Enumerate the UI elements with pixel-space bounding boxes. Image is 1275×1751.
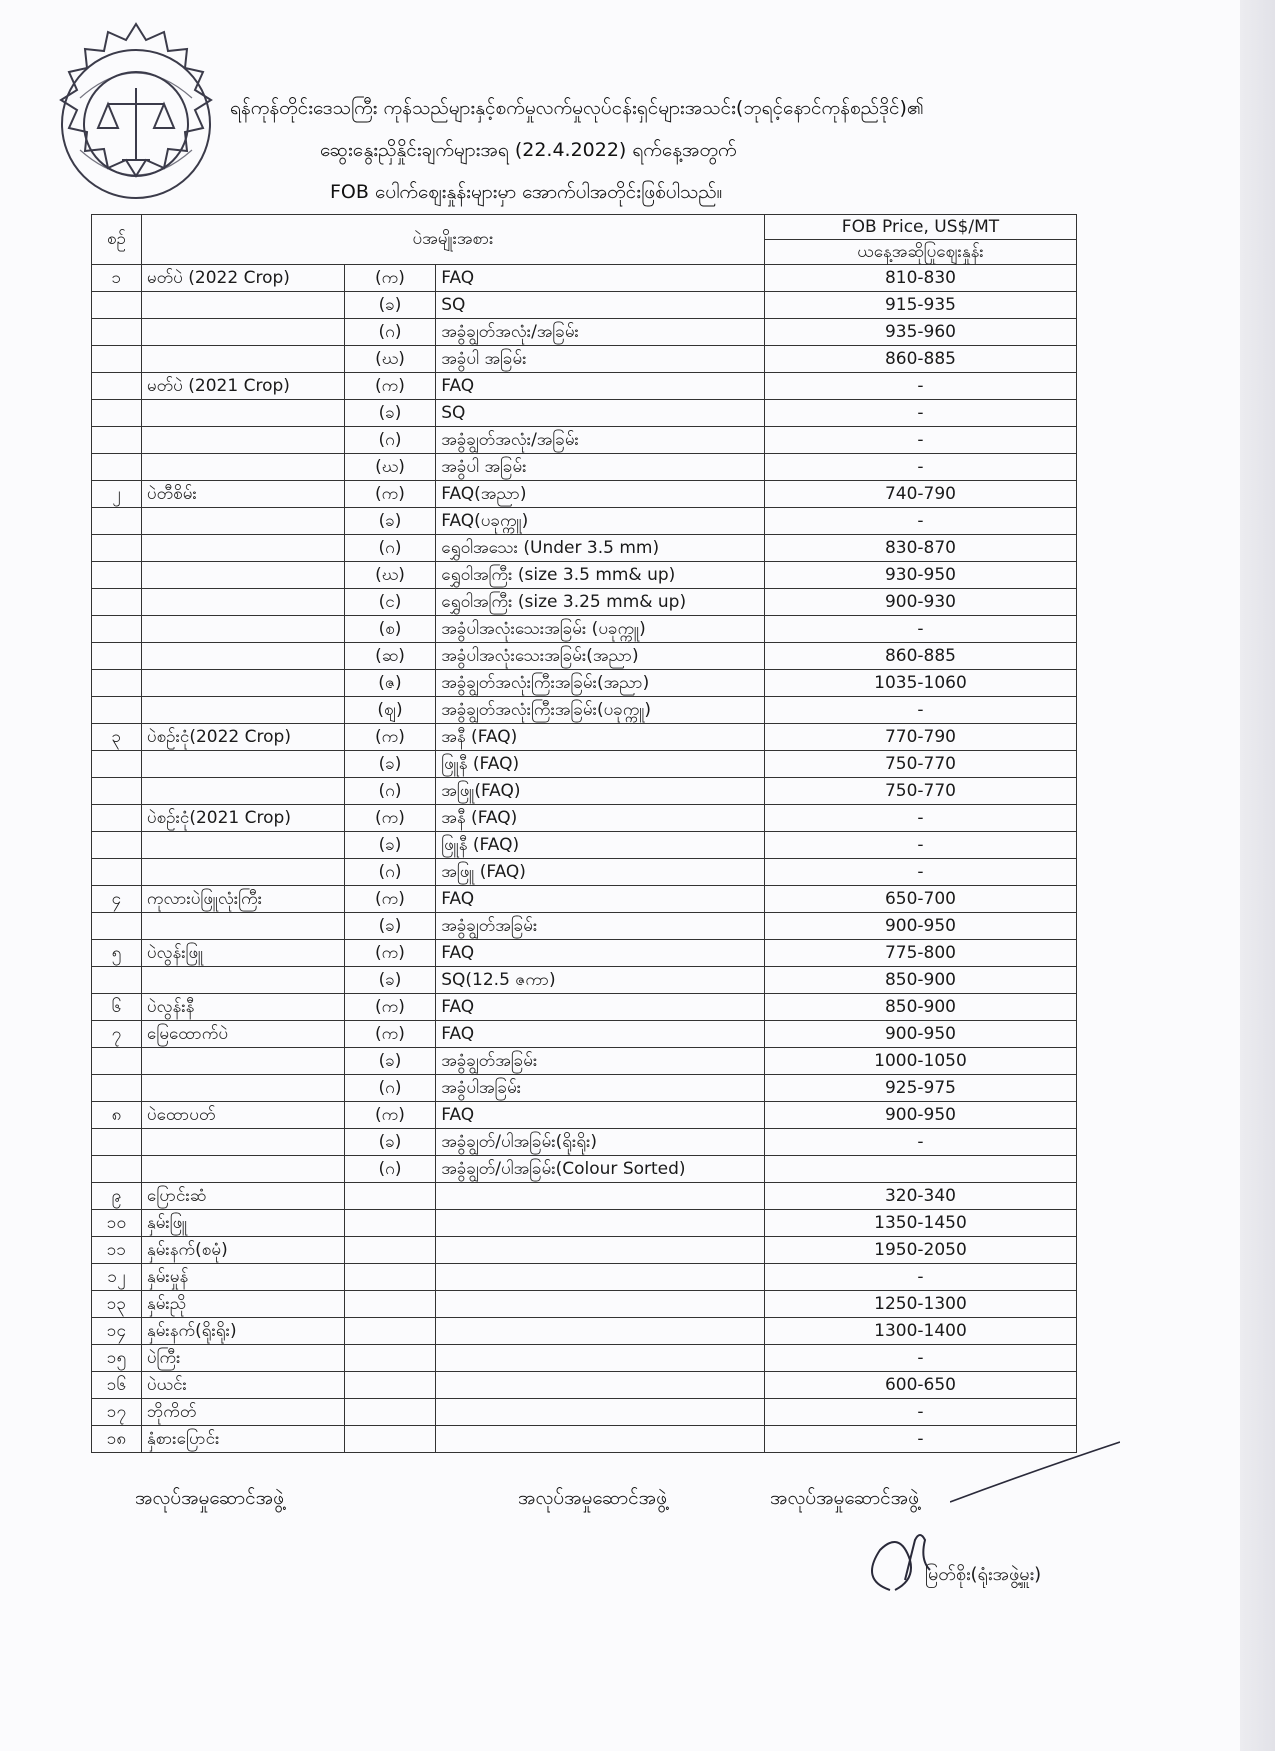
association-seal-icon (30, 18, 242, 230)
table-row (92, 1183, 1077, 1210)
cell-code: (ခ) (344, 1129, 436, 1156)
cell-no (92, 508, 142, 535)
cell-no (92, 562, 142, 589)
cell-grade (436, 1210, 765, 1237)
cell-no (92, 373, 142, 400)
cell-grade: FAQ (436, 886, 765, 913)
cell-grade (436, 1345, 765, 1372)
cell-grade: အဖြူ(FAQ) (436, 778, 765, 805)
cell-grade: အခွံချွတ်/ပါအခြမ်း(Colour Sorted) (436, 1156, 765, 1183)
cell-price: - (764, 508, 1076, 535)
table-row (92, 1048, 1077, 1075)
price-table (91, 214, 1077, 1453)
cell-item (141, 832, 344, 859)
cell-grade: အခွံချွတ်အလုံးကြီးအခြမ်း(ပခုက္ကူ) (436, 697, 765, 724)
cell-price: 1300-1400 (764, 1318, 1076, 1345)
col-header-no: စဉ် (92, 215, 142, 265)
cell-item (141, 562, 344, 589)
cell-price: 935-960 (764, 319, 1076, 346)
cell-code: (က) (344, 1021, 436, 1048)
cell-price: - (764, 1426, 1076, 1453)
table-row (92, 1426, 1077, 1453)
cell-price: - (764, 616, 1076, 643)
cell-no (92, 346, 142, 373)
cell-price: - (764, 832, 1076, 859)
table-row (92, 616, 1077, 643)
cell-no: ၅ (92, 940, 142, 967)
cell-no (92, 400, 142, 427)
signature-stroke-icon (950, 1440, 1120, 1510)
table-row (92, 1075, 1077, 1102)
cell-price: 1250-1300 (764, 1291, 1076, 1318)
cell-item (141, 319, 344, 346)
cell-code: (ခ) (344, 292, 436, 319)
cell-grade: အခွံချွတ်/ပါအခြမ်း(ရိုးရိုး) (436, 1129, 765, 1156)
cell-code: (က) (344, 373, 436, 400)
cell-price: 650-700 (764, 886, 1076, 913)
cell-grade: အဖြူ (FAQ) (436, 859, 765, 886)
cell-grade (436, 1372, 765, 1399)
cell-grade: အခွံပါ အခြမ်း (436, 454, 765, 481)
cell-item (141, 643, 344, 670)
table-row (92, 670, 1077, 697)
cell-grade: FAQ (436, 1102, 765, 1129)
scan-edge (1240, 0, 1275, 1751)
table-row (92, 886, 1077, 913)
table-row (92, 805, 1077, 832)
table-row (92, 454, 1077, 481)
cell-no: ၁၁ (92, 1237, 142, 1264)
cell-item (141, 616, 344, 643)
cell-code: (ဈ) (344, 697, 436, 724)
cell-price: 750-770 (764, 778, 1076, 805)
table-body (92, 265, 1077, 1453)
cell-grade: အခွံပါ အခြမ်း (436, 346, 765, 373)
cell-item: နှမ်းနက်(စမုံ) (141, 1237, 344, 1264)
table-row (92, 292, 1077, 319)
table-row (92, 1345, 1077, 1372)
cell-item: ပဲကြီး (141, 1345, 344, 1372)
cell-price: - (764, 400, 1076, 427)
cell-grade: FAQ(အညာ) (436, 481, 765, 508)
cell-grade (436, 1399, 765, 1426)
cell-price: - (764, 697, 1076, 724)
cell-code: (ဂ) (344, 778, 436, 805)
col-header-price-top: FOB Price, US$/MT (764, 215, 1076, 240)
table-row (92, 1318, 1077, 1345)
cell-grade: အခွံပါအလုံးသေးအခြမ်း(အညာ) (436, 643, 765, 670)
table-row (92, 481, 1077, 508)
table-row (92, 913, 1077, 940)
cell-item (141, 1048, 344, 1075)
table-row (92, 1372, 1077, 1399)
cell-no: ၁၂ (92, 1264, 142, 1291)
cell-price: 740-790 (764, 481, 1076, 508)
cell-price: 900-930 (764, 589, 1076, 616)
cell-price: 1035-1060 (764, 670, 1076, 697)
cell-grade: SQ (436, 292, 765, 319)
table-row (92, 643, 1077, 670)
cell-no: ၉ (92, 1183, 142, 1210)
cell-item (141, 1156, 344, 1183)
table-row (92, 1264, 1077, 1291)
cell-no (92, 319, 142, 346)
cell-item (141, 589, 344, 616)
table-header-row (92, 215, 1077, 240)
cell-code: (က) (344, 1102, 436, 1129)
cell-code (344, 1183, 436, 1210)
cell-code: (ခ) (344, 751, 436, 778)
cell-no: ၁၅ (92, 1345, 142, 1372)
table-row (92, 508, 1077, 535)
footer-signature-label-1: အလုပ်အမှုဆောင်အဖွဲ့ (135, 1487, 284, 1509)
cell-item (141, 1129, 344, 1156)
footer-signature-label-2: အလုပ်အမှုဆောင်အဖွဲ့ (518, 1487, 667, 1509)
cell-price: 900-950 (764, 913, 1076, 940)
cell-price: 925-975 (764, 1075, 1076, 1102)
cell-grade: အခွံချွတ်အခြမ်း (436, 913, 765, 940)
cell-price: - (764, 1399, 1076, 1426)
cell-item (141, 751, 344, 778)
cell-no: ၃ (92, 724, 142, 751)
cell-code (344, 1426, 436, 1453)
table-row (92, 427, 1077, 454)
cell-code: (ခ) (344, 832, 436, 859)
cell-no: ၂ (92, 481, 142, 508)
cell-item: ပဲစဉ်းငုံ(2021 Crop) (141, 805, 344, 832)
cell-no (92, 778, 142, 805)
cell-price: 900-950 (764, 1102, 1076, 1129)
cell-price: 860-885 (764, 643, 1076, 670)
cell-price: 1350-1450 (764, 1210, 1076, 1237)
cell-code (344, 1399, 436, 1426)
cell-grade: ရွှေဝါအကြီး (size 3.5 mm& up) (436, 562, 765, 589)
cell-price (764, 1156, 1076, 1183)
cell-item (141, 346, 344, 373)
cell-item: မတ်ပဲ (2021 Crop) (141, 373, 344, 400)
cell-code: (ဂ) (344, 319, 436, 346)
cell-no (92, 913, 142, 940)
cell-item: နှံစားပြောင်း (141, 1426, 344, 1453)
table-row (92, 751, 1077, 778)
cell-item (141, 778, 344, 805)
cell-item: နှမ်းနက်(ရိုးရိုး) (141, 1318, 344, 1345)
cell-no: ၁၇ (92, 1399, 142, 1426)
table-row (92, 1237, 1077, 1264)
cell-price: 850-900 (764, 967, 1076, 994)
cell-grade (436, 1291, 765, 1318)
cell-price: 775-800 (764, 940, 1076, 967)
cell-price: 830-870 (764, 535, 1076, 562)
table-row (92, 778, 1077, 805)
cell-item (141, 454, 344, 481)
cell-no (92, 859, 142, 886)
cell-item: နှမ်းဖြူ (141, 1210, 344, 1237)
cell-no: ၁၀ (92, 1210, 142, 1237)
table-row (92, 994, 1077, 1021)
cell-no: ၄ (92, 886, 142, 913)
cell-item: နှမ်းမှုန် (141, 1264, 344, 1291)
cell-code (344, 1210, 436, 1237)
cell-no (92, 805, 142, 832)
table-row (92, 859, 1077, 886)
cell-price: - (764, 1264, 1076, 1291)
cell-grade (436, 1264, 765, 1291)
table-row (92, 373, 1077, 400)
table-row (92, 724, 1077, 751)
cell-code: (စ) (344, 616, 436, 643)
cell-item (141, 400, 344, 427)
cell-code: (က) (344, 265, 436, 292)
table-row (92, 967, 1077, 994)
cell-code (344, 1291, 436, 1318)
cell-item (141, 535, 344, 562)
cell-no (92, 1075, 142, 1102)
cell-item (141, 697, 344, 724)
cell-no: ၇ (92, 1021, 142, 1048)
cell-code: (ဇ) (344, 670, 436, 697)
cell-no: ၆ (92, 994, 142, 1021)
cell-item: ပဲတီစိမ်း (141, 481, 344, 508)
table-row (92, 1399, 1077, 1426)
cell-code: (ဂ) (344, 1156, 436, 1183)
cell-code: (ခ) (344, 913, 436, 940)
cell-item (141, 427, 344, 454)
cell-no: ၈ (92, 1102, 142, 1129)
cell-item: ပဲလွန်းဖြူ (141, 940, 344, 967)
cell-item: ပဲစဉ်းငုံ(2022 Crop) (141, 724, 344, 751)
cell-code: (က) (344, 724, 436, 751)
cell-item (141, 670, 344, 697)
cell-grade: FAQ (436, 940, 765, 967)
cell-grade (436, 1318, 765, 1345)
cell-no: ၁၄ (92, 1318, 142, 1345)
cell-price: - (764, 373, 1076, 400)
cell-item (141, 967, 344, 994)
cell-grade (436, 1237, 765, 1264)
cell-item: ပဲယင်း (141, 1372, 344, 1399)
cell-code: (ဃ) (344, 454, 436, 481)
cell-price: 750-770 (764, 751, 1076, 778)
cell-code: (ဂ) (344, 859, 436, 886)
cell-code: (က) (344, 481, 436, 508)
cell-grade: FAQ(ပခုက္ကူ) (436, 508, 765, 535)
header-subtitle: ဆွေးနွေးညှိနှိုင်းချက်များအရ (22.4.2022) ရက်နေ့အတွက် (320, 139, 737, 161)
cell-price: 600-650 (764, 1372, 1076, 1399)
cell-code: (ခ) (344, 508, 436, 535)
cell-no (92, 292, 142, 319)
cell-item (141, 508, 344, 535)
cell-code: (င) (344, 589, 436, 616)
cell-no (92, 535, 142, 562)
table-row (92, 562, 1077, 589)
cell-item: ဘိုကိတ် (141, 1399, 344, 1426)
col-header-item: ပဲအမျိုးအစား (141, 215, 764, 265)
cell-grade: အနီ (FAQ) (436, 805, 765, 832)
cell-no: ၁၃ (92, 1291, 142, 1318)
cell-item (141, 1075, 344, 1102)
cell-no (92, 616, 142, 643)
cell-code (344, 1372, 436, 1399)
cell-code: (ခ) (344, 400, 436, 427)
cell-no: ၁၈ (92, 1426, 142, 1453)
header-note: FOB ပေါက်ဈေးနှုန်းများမှာ အောက်ပါအတိုင်းဖြစ်ပါသည်။ (330, 181, 723, 203)
cell-grade: ဖြူနီ (FAQ) (436, 751, 765, 778)
cell-grade: FAQ (436, 265, 765, 292)
cell-item: ပဲလွန်းနီ (141, 994, 344, 1021)
cell-grade: အခွံပါအလုံးသေးအခြမ်း (ပခုက္ကူ) (436, 616, 765, 643)
table-row (92, 832, 1077, 859)
cell-price: 930-950 (764, 562, 1076, 589)
cell-item: နှမ်းညို (141, 1291, 344, 1318)
cell-grade: အနီ (FAQ) (436, 724, 765, 751)
table-row (92, 265, 1077, 292)
cell-grade: အခွံပါအခြမ်း (436, 1075, 765, 1102)
cell-price: - (764, 859, 1076, 886)
cell-price: 915-935 (764, 292, 1076, 319)
cell-item: ကုလားပဲဖြူလုံးကြီး (141, 886, 344, 913)
cell-item (141, 859, 344, 886)
header-title: ရန်ကုန်တိုင်းဒေသကြီး ကုန်သည်များနှင့်စက်မှုလက်မှုလုပ်ငန်းရှင်များအသင်း(ဘုရင့်နောင်ကုန်စည်ဒိုင်)၏ (230, 97, 924, 119)
cell-code: (ဃ) (344, 562, 436, 589)
cell-code (344, 1345, 436, 1372)
cell-item (141, 292, 344, 319)
cell-grade: FAQ (436, 1021, 765, 1048)
cell-no (92, 967, 142, 994)
cell-code: (က) (344, 805, 436, 832)
cell-no (92, 832, 142, 859)
signer-name: မြတ်စိုး(ရုံးအဖွဲ့မှူး) (925, 1564, 1042, 1585)
table-row (92, 1210, 1077, 1237)
table-row (92, 1021, 1077, 1048)
cell-grade: FAQ (436, 373, 765, 400)
cell-code: (ဂ) (344, 427, 436, 454)
table-row (92, 1129, 1077, 1156)
cell-code: (ခ) (344, 967, 436, 994)
table-row (92, 1156, 1077, 1183)
cell-price: 1000-1050 (764, 1048, 1076, 1075)
cell-grade: SQ (436, 400, 765, 427)
cell-no (92, 643, 142, 670)
cell-price: 860-885 (764, 346, 1076, 373)
table-row (92, 1291, 1077, 1318)
cell-price: 850-900 (764, 994, 1076, 1021)
cell-code: (ဆ) (344, 643, 436, 670)
cell-price: - (764, 1345, 1076, 1372)
cell-code (344, 1237, 436, 1264)
cell-price: - (764, 1129, 1076, 1156)
footer-signature-label-3: အလုပ်အမှုဆောင်အဖွဲ့ (770, 1487, 919, 1509)
cell-item: ပဲထောပတ် (141, 1102, 344, 1129)
cell-code: (က) (344, 994, 436, 1021)
cell-no (92, 589, 142, 616)
cell-grade (436, 1183, 765, 1210)
cell-no: ၁ (92, 265, 142, 292)
cell-code (344, 1264, 436, 1291)
table-row (92, 1102, 1077, 1129)
cell-price: - (764, 454, 1076, 481)
cell-grade: ရွှေဝါအသေး (Under 3.5 mm) (436, 535, 765, 562)
table-row (92, 697, 1077, 724)
table-row (92, 400, 1077, 427)
cell-code (344, 1318, 436, 1345)
cell-code: (ဂ) (344, 1075, 436, 1102)
cell-grade: အခွံချွတ်အလုံး/အခြမ်း (436, 319, 765, 346)
table-row (92, 589, 1077, 616)
cell-no (92, 1156, 142, 1183)
cell-price: - (764, 427, 1076, 454)
cell-grade: FAQ (436, 994, 765, 1021)
cell-grade: ရွှေဝါအကြီး (size 3.25 mm& up) (436, 589, 765, 616)
cell-code: (ဂ) (344, 535, 436, 562)
cell-no (92, 427, 142, 454)
table-row (92, 535, 1077, 562)
cell-price: - (764, 805, 1076, 832)
cell-item: မြေထောက်ပဲ (141, 1021, 344, 1048)
cell-grade: အခွံချွတ်အခြမ်း (436, 1048, 765, 1075)
cell-item: မတ်ပဲ (2022 Crop) (141, 265, 344, 292)
table-row (92, 940, 1077, 967)
cell-grade: အခွံချွတ်အလုံးကြီးအခြမ်း(အညာ) (436, 670, 765, 697)
cell-code: (က) (344, 940, 436, 967)
cell-no (92, 670, 142, 697)
cell-grade: SQ(12.5 ဇကာ) (436, 967, 765, 994)
cell-no (92, 1048, 142, 1075)
cell-code: (ခ) (344, 1048, 436, 1075)
cell-item: ပြောင်းဆံ (141, 1183, 344, 1210)
cell-no (92, 1129, 142, 1156)
cell-price: 1950-2050 (764, 1237, 1076, 1264)
cell-grade (436, 1426, 765, 1453)
cell-no: ၁၆ (92, 1372, 142, 1399)
cell-price: 770-790 (764, 724, 1076, 751)
cell-price: 900-950 (764, 1021, 1076, 1048)
cell-code: (ဃ) (344, 346, 436, 373)
cell-no (92, 751, 142, 778)
col-header-price-bottom: ယနေ့အဆိုပြုဈေးနှုန်း (764, 240, 1076, 265)
cell-grade: အခွံချွတ်အလုံး/အခြမ်း (436, 427, 765, 454)
cell-grade: ဖြူနီ (FAQ) (436, 832, 765, 859)
cell-item (141, 913, 344, 940)
cell-no (92, 697, 142, 724)
cell-price: 810-830 (764, 265, 1076, 292)
cell-code: (က) (344, 886, 436, 913)
table-row (92, 346, 1077, 373)
cell-no (92, 454, 142, 481)
table-row (92, 319, 1077, 346)
cell-price: 320-340 (764, 1183, 1076, 1210)
